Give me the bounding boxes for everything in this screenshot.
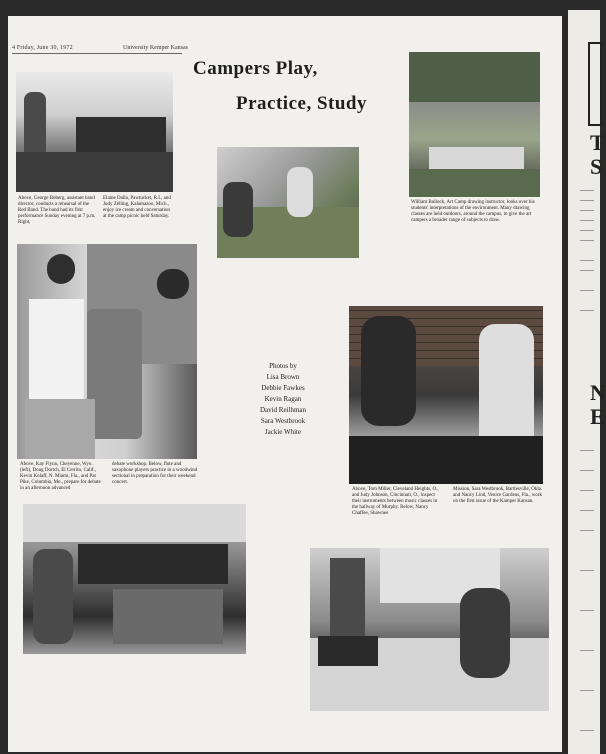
facing-page-edge — [568, 10, 606, 754]
credits-heading: Photos by — [269, 362, 297, 370]
headline-line-2: Practice, Study — [236, 93, 367, 114]
photo-debate-group — [17, 244, 197, 459]
facing-page-letter: S — [590, 154, 603, 179]
caption-workshop: debate workshop. Below, flute and saxophone players practice in a woodwind sectional in preparation for their weekend concert. — [112, 462, 198, 485]
caption-band: Above, George Boberg, assistant band director, conducts a rehearsal of the Red Band. The band had its first performance Sunday evening at 7 p.m. Right, — [18, 196, 96, 225]
caption-science-b: Mission, Sara Westbrook, Bartlesville, Okla. and Nancy Lind, Venice Gardens, Fla., work on the first issue of the Kamper Kansan. — [453, 487, 543, 504]
photo-woodwind-sectional — [23, 504, 246, 654]
facing-page-letter: E — [590, 404, 605, 429]
caption-group: Above, Kay Flynn, Cheyenne, Wyo. (left), Doug Dortch, El Cerrito, Calif., Kevin Kolaff, N. Miami, Fla., and Pat Pike, Columbia, Mo., prepare for debate in an afternoon advanced — [20, 462, 101, 491]
photo-credits — [233, 361, 333, 438]
photo-art-class — [409, 52, 540, 197]
caption-science-a: Above, Tom Miller, Cleveland Heights, O., and Judy Johnson, Cincinnati, O., inspect their instruments between music classes in the hallway of Murphy. Below, Nancy Chaffee, Shawnee — [352, 487, 439, 516]
facing-page-letter: T — [590, 130, 605, 155]
headline-line-1: Campers Play, — [193, 58, 318, 79]
newspaper-page — [8, 16, 562, 752]
page-folio — [12, 45, 73, 51]
credits-name: Sara Westbrook — [260, 417, 306, 425]
facing-page-letter: N — [590, 380, 606, 405]
credits-name: Kevin Ragan — [264, 395, 302, 403]
photo-instruments-hallway — [349, 306, 543, 484]
photo-newspaper-staff — [310, 548, 549, 711]
photo-picnic — [217, 147, 359, 258]
caption-art: William Bullock, Art Camp drawing instructor, looks over his students' interpretations of the environment. Many drawing classes are held outdoors, around the campus, to give the art campers a broader range of subjects to draw. — [411, 200, 535, 223]
credits-name: Debbie Fawkes — [261, 384, 305, 392]
photo-band-rehearsal — [16, 72, 173, 192]
credits-name: Jackie White — [264, 428, 302, 436]
folio-rule — [12, 53, 182, 54]
folio-left: 4 Friday, June 30, 1972 — [12, 45, 73, 51]
caption-icecream: Elaine Dalla, Pawtucket, R.I., and Judy Zelling, Kalamazoo, Mich., enjoy ice cream and conversation at the camp picnic held Saturday. — [103, 196, 171, 219]
credits-name: Lisa Brown — [266, 373, 300, 381]
credits-name: David Reilhman — [259, 406, 307, 414]
folio-right: University Kemper Kansas — [123, 45, 188, 51]
